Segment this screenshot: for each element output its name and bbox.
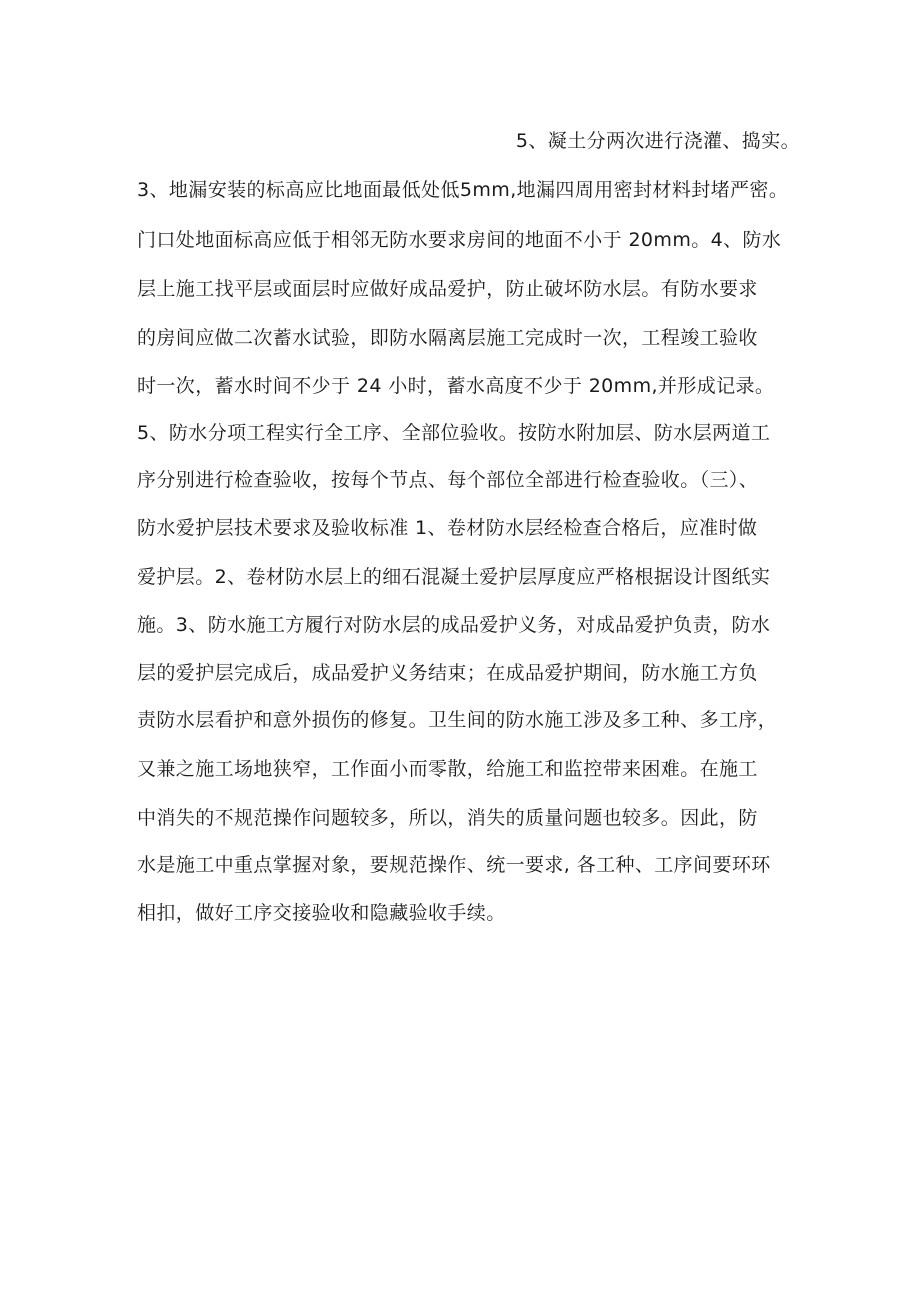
text-line: 施。3、防水施工方履行对防水层的成品爱护义务，对成品爱护负责，防水 [137,614,771,636]
text-line: 5、防水分项工程实行全工序、全部位验收。按防水附加层、防水层两道工 [137,422,771,444]
text-line: 爱护层。2、卷材防水层上的细石混凝土爱护层厚度应严格根据设计图纸实 [137,566,771,588]
text-line: 层上施工找平层或面层时应做好成品爱护，防止破坏防水层。有防水要求 [137,278,758,300]
text-line: 水是施工中重点掌握对象，要规范操作、统一要求, 各工种、工序间要环环 [137,854,771,876]
text-line: 层的爱护层完成后，成品爱护义务结束；在成品爱护期间，防水施工方负 [137,662,758,684]
text-line: 相扣，做好工序交接验收和隐藏验收手续。 [137,902,506,924]
text-line: 防水爱护层技术要求及验收标准 1、卷材防水层经检查合格后，应准时做 [137,517,758,539]
text-line: 3、地漏安装的标高应比地面最低处低5mm,地漏四周用密封材料封堵严密。 [137,179,789,201]
text-line: 门口处地面标高应低于相邻无防水要求房间的地面不小于 20mm。4、防水 [137,229,782,251]
text-line: 时一次，蓄水时间不少于 24 小时，蓄水高度不少于 20mm,并形成记录。 [137,375,775,397]
text-line: 责防水层看护和意外损伤的修复。卫生间的防水施工涉及多工种、多工序， [137,709,778,731]
text-line: 序分别进行检查验收，按每个节点、每个部位全部进行检查验收。（三）、 [137,469,759,491]
text-line: 的房间应做二次蓄水试验，即防水隔离层施工完成时一次，工程竣工验收 [137,327,758,349]
text-line: 又兼之施工场地狭窄，工作面小而零散，给施工和监控带来困难。在施工 [137,758,758,780]
text-line: 5、凝土分两次进行浇灌、捣实。 [515,130,800,152]
text-line: 中消失的不规范操作问题较多，所以，消失的质量问题也较多。因此，防 [137,807,758,829]
